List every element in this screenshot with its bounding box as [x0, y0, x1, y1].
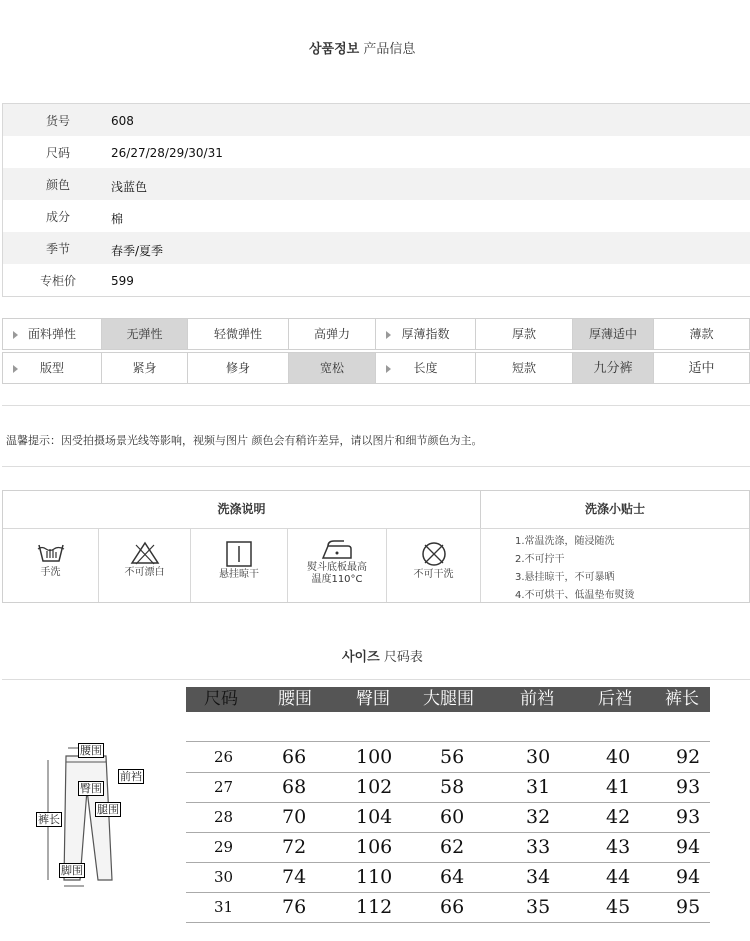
info-row-material [3, 200, 750, 232]
notice-box [2, 405, 750, 467]
table-cell: 92 [676, 746, 701, 768]
table-cell: 30 [214, 868, 234, 886]
product-info-table [2, 103, 750, 297]
attr-option: 短款 [475, 352, 573, 384]
attr-label-length [375, 352, 476, 384]
table-cell: 44 [606, 866, 631, 888]
size-col-header: 尺码 [204, 689, 238, 709]
size-col-header: 腰围 [278, 689, 312, 709]
table-cell: 106 [356, 836, 393, 858]
table-cell: 104 [356, 806, 393, 828]
triangle-icon [386, 331, 391, 339]
table-cell: 64 [440, 866, 465, 888]
table-cell: 33 [526, 836, 551, 858]
care-tip: 4.不可烘干、低温垫布熨烫 [515, 590, 635, 601]
triangle-icon [13, 365, 18, 373]
table-cell: 66 [282, 746, 307, 768]
product-info-title [309, 38, 415, 57]
table-cell: 32 [526, 806, 551, 828]
table-cell: 41 [606, 776, 631, 798]
hand-wash-icon [36, 541, 66, 565]
care-tip: 2.不可拧干 [515, 554, 565, 565]
care-item-hand-wash [3, 528, 99, 602]
table-cell: 102 [356, 776, 393, 798]
care-tip: 3.悬挂晾干，不可暴晒 [515, 572, 615, 583]
attr-label-text: 长度 [413, 361, 438, 375]
attr-option: 适中 [653, 352, 750, 384]
no-bleach-icon [130, 541, 160, 565]
table-cell: 28 [214, 808, 234, 826]
attr-option-selected: 厚薄适中 [572, 318, 654, 350]
table-row [186, 892, 710, 923]
attr-option: 高弹力 [288, 318, 376, 350]
table-cell: 31 [214, 898, 234, 916]
table-row [186, 862, 710, 893]
table-cell: 70 [282, 806, 307, 828]
size-title [342, 646, 423, 665]
attr-option-selected: 九分裤 [572, 352, 654, 384]
pants-label-length: 裤长 [38, 813, 60, 826]
info-row-price [3, 264, 750, 296]
table-cell: 34 [526, 866, 551, 888]
info-value: 春季/夏季 [111, 244, 164, 258]
pants-label-thigh: 腿围 [97, 803, 119, 816]
care-item-hang-dry [191, 528, 288, 602]
attr-option: 厚款 [475, 318, 573, 350]
table-cell: 112 [356, 896, 393, 918]
table-cell: 26 [214, 748, 234, 766]
attr-label-text: 厚薄指数 [401, 327, 450, 341]
care-title: 洗涤说明 [3, 491, 481, 528]
table-cell: 93 [676, 806, 701, 828]
table-row [186, 832, 710, 863]
table-cell: 27 [214, 778, 234, 796]
table-row [186, 802, 710, 833]
size-col-header: 臀围 [356, 689, 390, 709]
table-cell: 30 [526, 746, 551, 768]
size-col-header: 前裆 [520, 689, 554, 709]
attr-label-text: 版型 [39, 361, 64, 375]
attr-option: 轻微弹性 [187, 318, 289, 350]
table-cell: 94 [676, 866, 701, 888]
table-cell: 58 [440, 776, 465, 798]
table-row [186, 742, 710, 773]
table-cell: 93 [676, 776, 701, 798]
info-label: 颜色 [45, 178, 70, 192]
table-cell: 74 [282, 866, 307, 888]
care-item-iron [288, 528, 387, 602]
table-cell: 29 [214, 838, 234, 856]
attr-label-text: 面料弹性 [27, 327, 76, 341]
info-label: 尺码 [45, 146, 70, 160]
size-table-header [186, 687, 710, 712]
pants-label-hip: 臀围 [80, 782, 102, 795]
care-label: 不可漂白 [124, 567, 165, 578]
title-korean: 상품정보 [309, 42, 360, 57]
attr-option-selected: 无弹性 [101, 318, 188, 350]
attr-label-fit [2, 352, 102, 384]
info-label: 成分 [45, 210, 70, 224]
info-row-sku [3, 104, 750, 136]
iron-icon [320, 538, 354, 560]
table-cell: 72 [282, 836, 307, 858]
info-value: 26/27/28/29/30/31 [111, 146, 223, 160]
table-cell: 100 [356, 746, 393, 768]
table-cell: 40 [606, 746, 631, 768]
table-cell: 95 [676, 896, 701, 918]
care-label: 不可干洗 [413, 569, 454, 580]
info-row-season [3, 232, 750, 264]
attr-option: 薄款 [653, 318, 750, 350]
info-row-color [3, 168, 750, 200]
table-cell: 60 [440, 806, 465, 828]
info-value: 棉 [111, 212, 124, 226]
size-col-header: 后裆 [598, 689, 632, 709]
table-row [186, 772, 710, 803]
table-cell: 35 [526, 896, 551, 918]
table-cell: 45 [606, 896, 631, 918]
care-tips-title: 洗涤小贴士 [584, 502, 645, 516]
size-col-header: 大腿围 [423, 689, 474, 709]
info-value: 599 [111, 274, 134, 288]
attributes-table [2, 318, 750, 384]
care-label-2: 温度110°C [311, 574, 363, 585]
table-cell: 42 [606, 806, 631, 828]
care-item-no-bleach [99, 528, 191, 602]
attr-option-selected: 宽松 [288, 352, 376, 384]
care-tips-list [515, 533, 635, 605]
table-cell: 110 [356, 866, 393, 888]
care-item-no-dry-clean [387, 528, 481, 602]
attr-option: 修身 [187, 352, 289, 384]
triangle-icon [386, 365, 391, 373]
attr-label-elasticity [2, 318, 102, 350]
notice-text: 温馨提示：因受拍摄场景光线等影响，视频与图片 颜色会有稍许差异，请以图片和细节颜色为主。 [6, 434, 483, 447]
pants-label-hem: 脚围 [61, 864, 83, 877]
table-cell: 66 [440, 896, 465, 918]
pants-label-waist: 腰围 [80, 744, 102, 757]
info-value: 浅蓝色 [111, 180, 148, 194]
care-label: 熨斗底板最高 [307, 562, 367, 573]
table-cell: 68 [282, 776, 307, 798]
care-tip: 1.常温洗涤，随浸随洗 [515, 536, 615, 547]
title-chinese: 产品信息 [363, 42, 416, 57]
info-value: 608 [111, 114, 134, 128]
info-label: 货号 [45, 114, 70, 128]
table-cell: 43 [606, 836, 631, 858]
attr-option: 紧身 [101, 352, 188, 384]
table-cell: 62 [440, 836, 465, 858]
info-row-size [3, 136, 750, 168]
table-cell: 94 [676, 836, 701, 858]
no-dry-clean-icon [419, 541, 449, 567]
size-col-header: 裤长 [665, 689, 699, 709]
care-label: 手洗 [40, 567, 61, 578]
care-label: 悬挂晾干 [219, 569, 259, 580]
size-title-chinese: 尺码表 [383, 650, 423, 665]
info-label: 季节 [45, 242, 70, 256]
size-title-korean: 사이즈 [342, 650, 380, 665]
info-label: 专柜价 [39, 274, 76, 288]
table-cell: 31 [526, 776, 551, 798]
triangle-icon [13, 331, 18, 339]
hang-dry-icon [224, 541, 254, 567]
table-cell: 56 [440, 746, 465, 768]
pants-label-front-rise: 前裆 [120, 770, 142, 783]
care-table [2, 490, 750, 603]
table-cell: 76 [282, 896, 307, 918]
attr-label-thickness [375, 318, 476, 350]
